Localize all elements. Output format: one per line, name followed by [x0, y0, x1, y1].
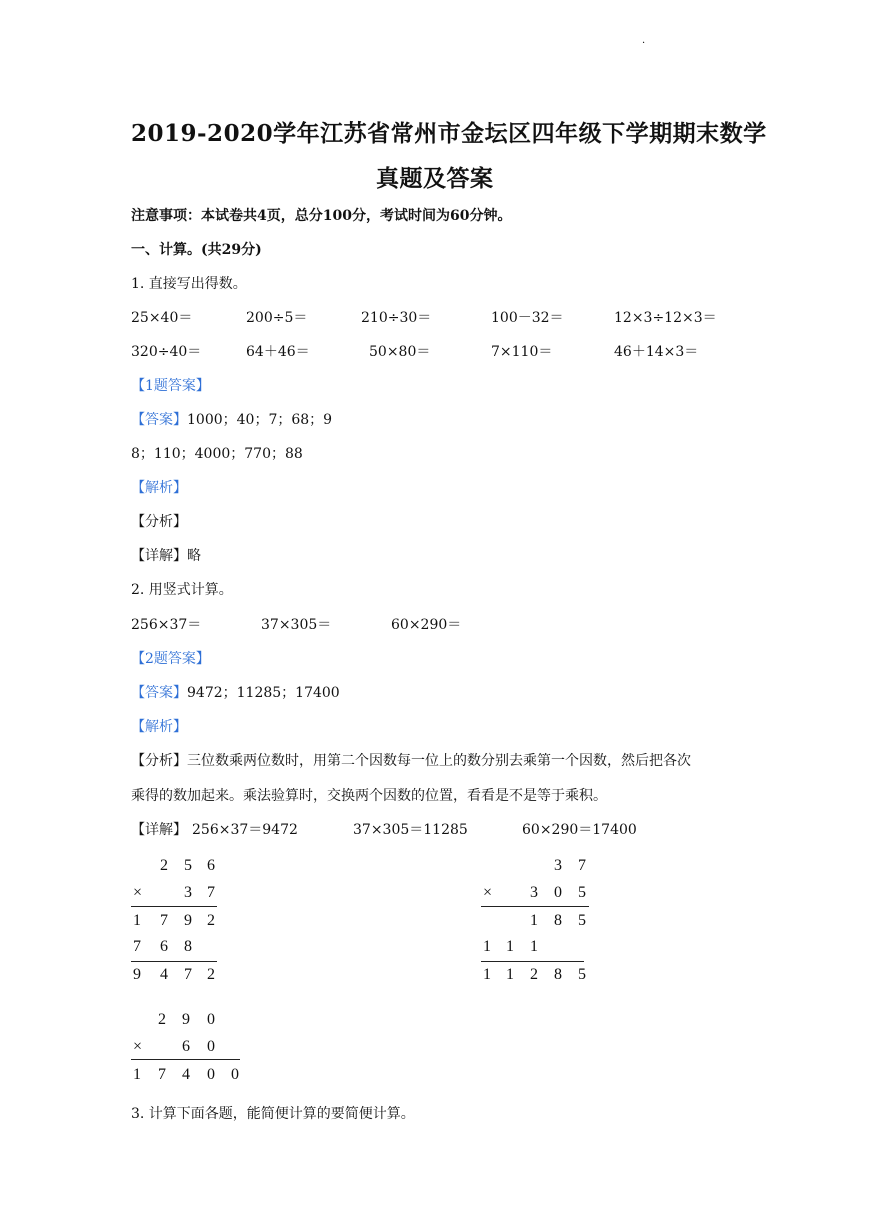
expression: 100－32＝: [491, 310, 564, 326]
detail-tag: 【详解】: [131, 822, 187, 838]
fenxi-tag: 【分析】: [131, 753, 187, 769]
analysis-1-header: 【解析】: [131, 480, 187, 496]
calc-digit: 3: [530, 884, 538, 901]
calc-digit: 6: [207, 857, 215, 874]
calc-digit: 7: [160, 912, 168, 929]
detail-tag: 【详解】: [131, 548, 187, 564]
times-sign: ×: [483, 884, 493, 901]
calc-digit: 5: [578, 884, 586, 901]
calc-digit: 1: [483, 938, 491, 955]
calc-digit: 2: [530, 966, 538, 983]
expression: 200÷5＝: [246, 310, 308, 326]
detail-result: 256×37＝9472: [192, 822, 298, 838]
calc-digit: 1: [506, 966, 514, 983]
expression: 46＋14×3＝: [614, 344, 699, 360]
fenxi-2-line-1: [131, 750, 691, 770]
answer-1-line-2: 8；110；4000；770；88: [131, 446, 303, 462]
calc-digit: 9: [184, 912, 192, 929]
calc-digit: 5: [578, 966, 586, 983]
answer-values: 1000；40；7；68；9: [187, 412, 333, 428]
calc-rule: [131, 1059, 240, 1060]
answer-tag: 【答案】: [131, 412, 187, 428]
calc-digit: 0: [207, 1011, 215, 1028]
calc-digit: 1: [133, 912, 141, 929]
expression: 7×110＝: [491, 344, 553, 360]
question-2-prompt: 2. 用竖式计算。: [131, 582, 233, 598]
expression: 25×40＝: [131, 310, 193, 326]
answer-values: 9472；11285；17400: [187, 685, 340, 701]
calc-digit: 0: [207, 1038, 215, 1055]
expression: 320÷40＝: [131, 344, 202, 360]
calc-digit: 1: [483, 966, 491, 983]
calc-digit: 0: [554, 884, 562, 901]
calc-digit: 1: [133, 1066, 141, 1083]
calc-digit: 5: [578, 912, 586, 929]
calc-digit: 0: [207, 1066, 215, 1083]
detail-result: 37×305＝11285: [353, 822, 468, 838]
expression: 60×290＝: [391, 617, 462, 633]
detail-text: 略: [187, 548, 201, 564]
calc-digit: 3: [554, 857, 562, 874]
detail-1: [131, 545, 201, 565]
calc-digit: 6: [160, 938, 168, 955]
header-dot: ·: [642, 38, 646, 49]
fenxi-2-line-2: 乘得的数加起来。乘法验算时，交换两个因数的位置，看看是不是等于乘积。: [131, 788, 607, 804]
calc-digit: 7: [207, 884, 215, 901]
page-title-line2: 真题及答案: [376, 165, 494, 192]
question-3-prompt: 3. 计算下面各题，能简便计算的要简便计算。: [131, 1106, 415, 1122]
calc-digit: 9: [133, 966, 141, 983]
calc-digit: 7: [133, 938, 141, 955]
calc-digit: 2: [160, 857, 168, 874]
analysis-2-header: 【解析】: [131, 719, 187, 735]
question-1-prompt: 1. 直接写出得数。: [131, 276, 247, 292]
page-title-line1: 2019-2020学年江苏省常州市金坛区四年级下学期期末数学: [131, 120, 767, 147]
calc-digit: 0: [231, 1066, 239, 1083]
calc-digit: 1: [530, 912, 538, 929]
calc-digit: 4: [182, 1066, 190, 1083]
times-sign: ×: [133, 884, 143, 901]
detail-result: 60×290＝17400: [522, 822, 637, 838]
calc-rule: [131, 906, 217, 907]
expression: 50×80＝: [369, 344, 431, 360]
answer-1-line-1: [131, 409, 332, 429]
fenxi-text: 三位数乘两位数时，用第二个因数每一位上的数分别去乘第一个因数，然后把各次: [187, 753, 691, 769]
calc-digit: 8: [554, 912, 562, 929]
calc-digit: 2: [158, 1011, 166, 1028]
fenxi-1: 【分析】: [131, 514, 187, 530]
section-heading: 一、计算。(共29分): [131, 242, 262, 258]
calc-digit: 7: [158, 1066, 166, 1083]
answer-tag: 【答案】: [131, 685, 187, 701]
calc-digit: 4: [160, 966, 168, 983]
calc-rule: [481, 961, 584, 962]
calc-digit: 1: [530, 938, 538, 955]
calc-digit: 1: [506, 938, 514, 955]
calc-digit: 8: [554, 966, 562, 983]
answer-2-line: [131, 682, 340, 702]
expression: 210÷30＝: [361, 310, 432, 326]
calc-digit: 7: [578, 857, 586, 874]
answer-1-header: 【1题答案】: [131, 378, 210, 394]
calc-digit: 7: [184, 966, 192, 983]
calc-digit: 9: [182, 1011, 190, 1028]
calc-rule: [481, 906, 589, 907]
calc-digit: 2: [207, 966, 215, 983]
expression: 256×37＝: [131, 617, 202, 633]
expression: 37×305＝: [261, 617, 332, 633]
notice-text: 注意事项：本试卷共4页，总分100分，考试时间为60分钟。: [131, 208, 512, 224]
expression: 64＋46＝: [246, 344, 310, 360]
expression: 12×3÷12×3＝: [614, 310, 717, 326]
calc-digit: 3: [184, 884, 192, 901]
calc-digit: 8: [184, 938, 192, 955]
times-sign: ×: [133, 1038, 143, 1055]
calc-digit: 5: [184, 857, 192, 874]
answer-2-header: 【2题答案】: [131, 651, 210, 667]
calc-digit: 6: [182, 1038, 190, 1055]
calc-digit: 2: [207, 912, 215, 929]
calc-rule: [131, 961, 217, 962]
